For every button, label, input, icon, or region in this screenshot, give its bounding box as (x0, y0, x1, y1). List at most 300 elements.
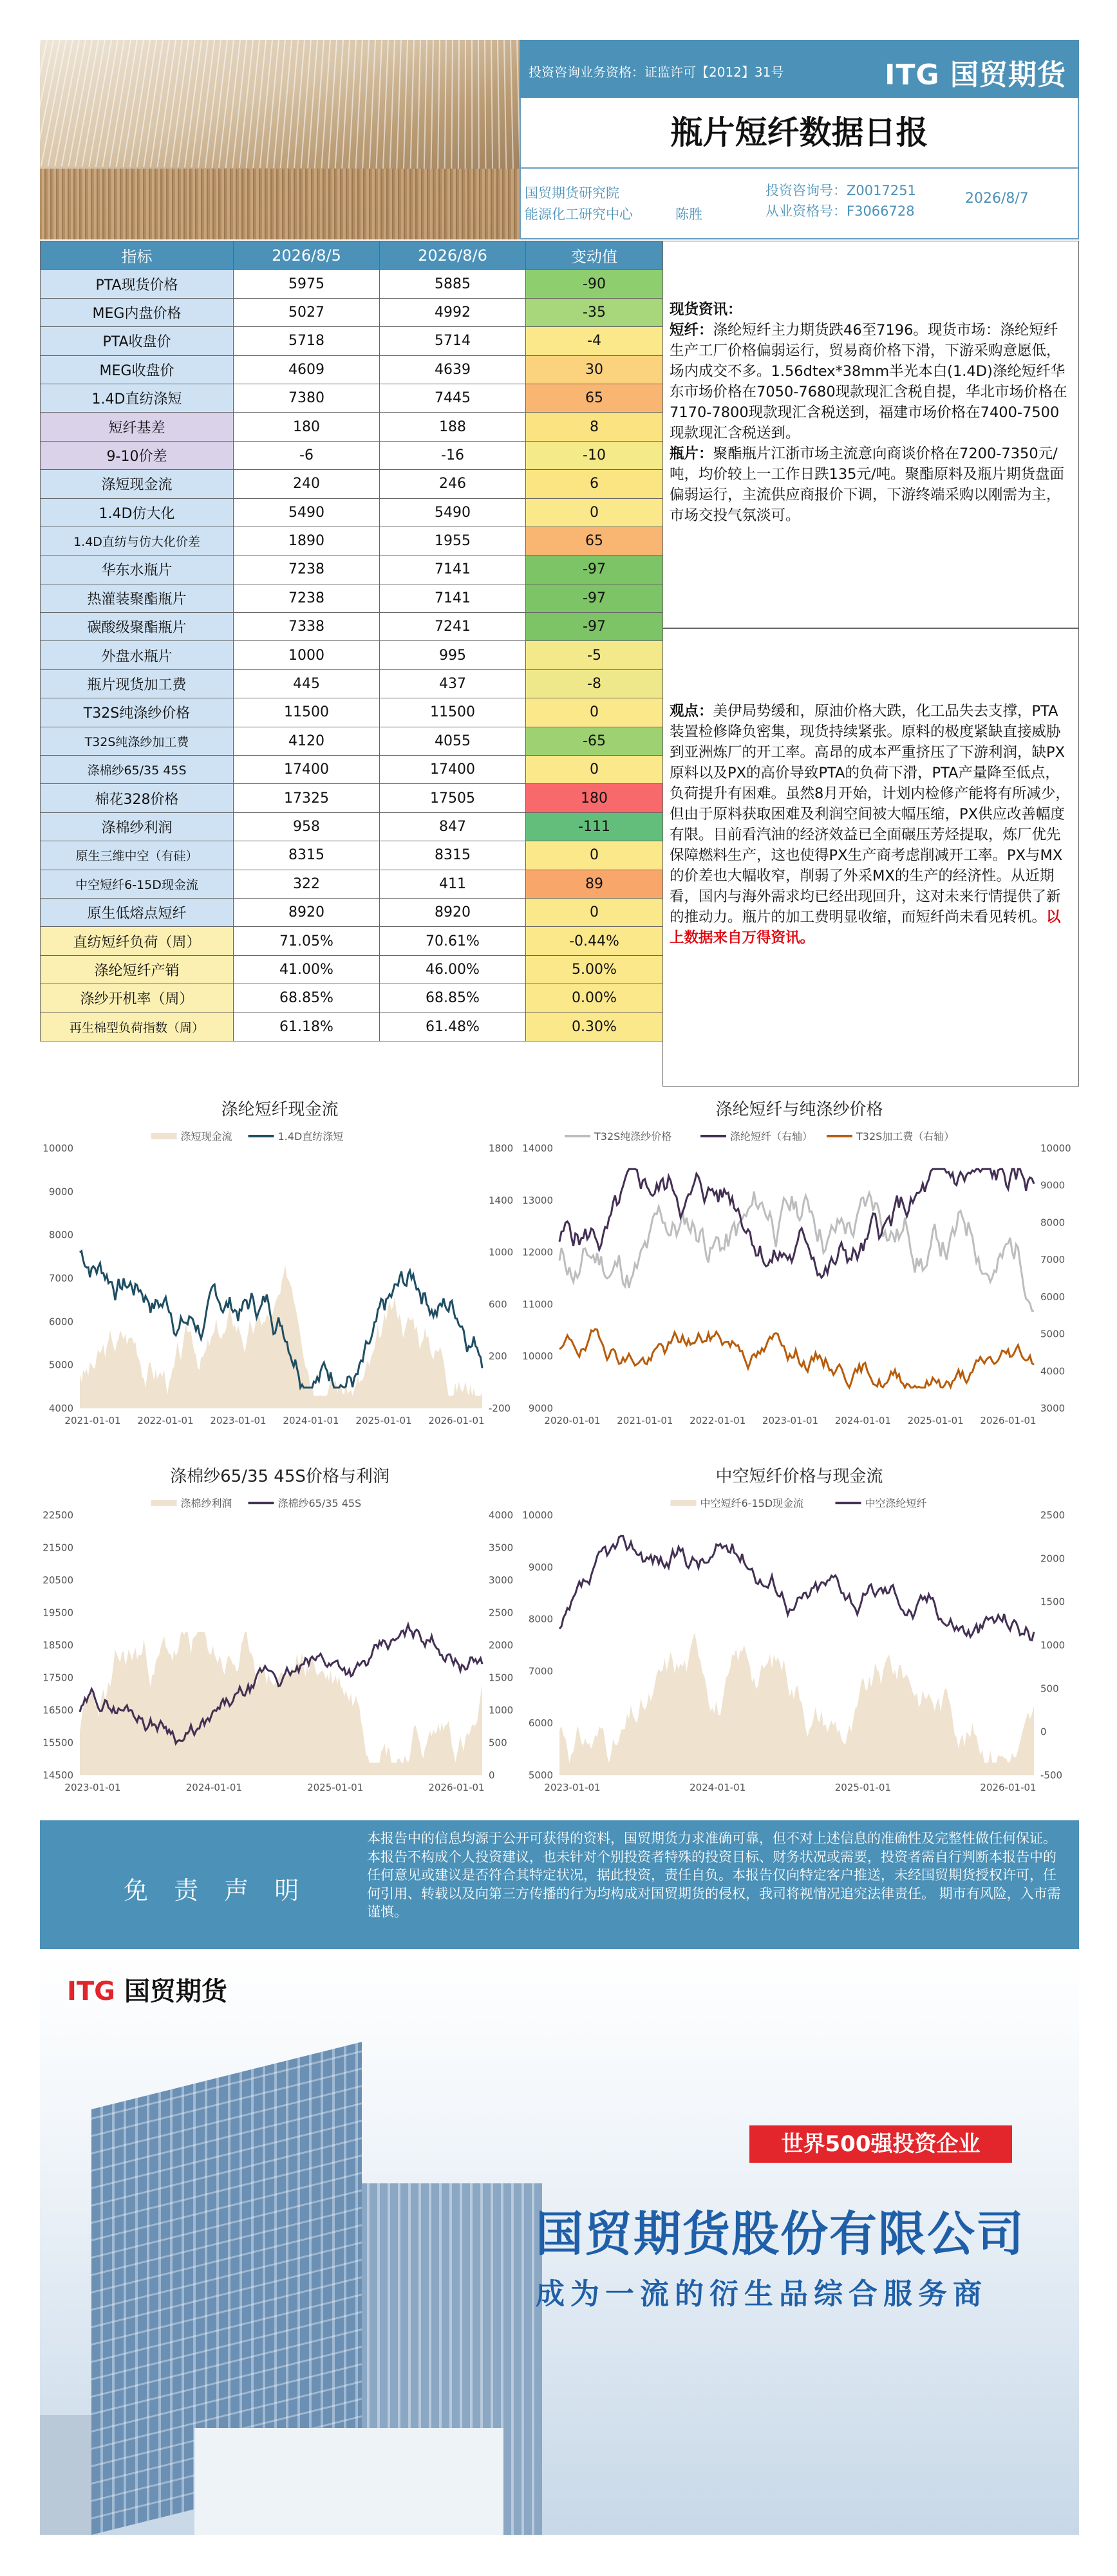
x-tick: 2025-01-01 (307, 1782, 364, 1793)
row-value-date1: 7380 (234, 384, 380, 412)
banner-logo (67, 1971, 227, 2008)
series-line (559, 1536, 1034, 1640)
table-row (41, 784, 663, 812)
loom-thread (280, 40, 292, 168)
view-text: 美伊局势缓和，原油价格大跌，化工品失去支撑，PTA装置检修降负密集，现货持续紧张。原料的极度紧缺直接威胁到亚洲炼厂的开工率。高昂的成本严重挤压了下游利润，缺PX原料以及PX的高价导致PTA的负荷下滑，PTA产量降至低点，负荷提升有困难。虽然8月开始，计划内检修产能将有所减少，但由于原料获取困难及利润空间被大幅压缩，PX供应改善幅度有限。目前看汽油的经济效益已全面碾压芳烃提取，炼厂优先保障燃料生产，这也使得PX生产商考虑削减开工率。PX与MX的价差也大幅收窄，削弱了外采MX的生产的经济性。从近期看，国内与海外需求均已经出现回升，这对未来行情提供了新的推动力。瓶片的加工费明显收缩，而短纤尚未看见转机。 (670, 703, 1070, 926)
loom-thread (451, 40, 453, 169)
row-name: 原生低熔点短纤 (41, 898, 234, 926)
y-tick-right: 10000 (1040, 1143, 1071, 1154)
building-left (40, 2415, 98, 2535)
row-name: 9-10价差 (41, 441, 234, 469)
x-tick: 2025-01-01 (355, 1415, 412, 1426)
x-tick: 2021-01-01 (617, 1415, 673, 1426)
row-value-date2: 5885 (380, 270, 526, 298)
disclaimer-text: 本报告中的信息均源于公开可获得的资料，国贸期货力求准确可靠，但不对上述信息的准确性及完整性做任何保证。本报告不构成个人投资建议，也未针对个别投资者特殊的投资目标、财务状况或需要，投资者需自行判断本报告中的任何意见或建议是否符合其特定状况，据此投资，责任自负。本报告仅向特定客户推送，未经国贸期货授权许可，任何引用、转载以及向第三方传播的行为均构成对国贸期货的侵权，我司将视情况追究法律责任。 期市有风险，入市需谨慎。 (367, 1831, 1061, 1919)
y-tick-right: 5000 (1040, 1328, 1065, 1340)
x-tick: 2023-01-01 (210, 1415, 267, 1426)
row-name: T32S纯涤纱价格 (41, 698, 234, 727)
y-tick-right: -500 (1040, 1769, 1063, 1781)
chart-blend-yarn (40, 1453, 520, 1820)
row-change: 0 (526, 898, 663, 926)
y-tick-left: 12000 (522, 1246, 553, 1258)
loom-thread (458, 40, 460, 169)
disclaimer-section (40, 1820, 1079, 1949)
view-box (662, 628, 1079, 1087)
table-row (41, 355, 663, 384)
table-row (41, 727, 663, 755)
row-value-date2: 437 (380, 669, 526, 698)
legend-label: 涤短现金流 (180, 1130, 232, 1143)
logo-itg: ITG (67, 1977, 115, 2006)
row-value-date2: 7141 (380, 555, 526, 584)
loom-thread (48, 40, 73, 166)
series-area (559, 1633, 1034, 1775)
y-tick-right: 0 (1040, 1726, 1047, 1738)
legend-swatch (671, 1500, 697, 1506)
x-tick: 2024-01-01 (283, 1415, 339, 1426)
row-change: 0.00% (526, 984, 663, 1013)
table-row (41, 1013, 663, 1041)
x-tick: 2024-01-01 (834, 1415, 891, 1426)
row-change: -97 (526, 555, 663, 584)
legend-swatch (565, 1135, 590, 1137)
y-tick-right: 6000 (1040, 1291, 1065, 1303)
y-tick-left: 5000 (528, 1769, 553, 1781)
row-name: 直纺短纤负荷（周） (41, 927, 234, 955)
y-tick-left: 10000 (42, 1143, 73, 1154)
x-tick: 2024-01-01 (690, 1782, 746, 1793)
chart-title: 涤纶短纤现金流 (221, 1100, 339, 1119)
loom-thread (375, 40, 382, 169)
loom-thread (239, 40, 254, 168)
row-change: 0 (526, 756, 663, 784)
y-tick-left: 9000 (48, 1186, 73, 1198)
y-tick-left: 17500 (42, 1672, 73, 1684)
y-tick-left: 11000 (522, 1298, 553, 1311)
row-change: -35 (526, 298, 663, 326)
table-row (41, 669, 663, 698)
row-name: 短纤基差 (41, 413, 234, 441)
row-value-date1: 71.05% (234, 927, 380, 955)
y-tick-right: 3500 (489, 1542, 514, 1554)
department-name: 能源化工研究中心 (525, 207, 633, 222)
table-row (41, 898, 663, 926)
x-tick: 2024-01-01 (185, 1782, 242, 1793)
loom-thread (252, 40, 267, 168)
row-change: -97 (526, 584, 663, 612)
y-tick-left: 14500 (42, 1769, 73, 1781)
y-tick-left: 10000 (522, 1509, 553, 1521)
legend-label: 1.4D直纺涤短 (277, 1130, 344, 1143)
row-name: 棉花328价格 (41, 784, 234, 812)
x-tick: 2025-01-01 (834, 1782, 891, 1793)
legend-swatch (249, 1135, 274, 1137)
row-value-date1: 8315 (234, 841, 380, 870)
x-tick: 2021-01-01 (64, 1415, 121, 1426)
y-tick-right: 1800 (489, 1143, 514, 1154)
legend-label: 涤纶短纤（右轴） (730, 1130, 813, 1143)
row-name: 涤棉纱65/35 45S (41, 756, 234, 784)
y-tick-right: 2500 (1040, 1509, 1065, 1521)
y-tick-left: 18500 (42, 1639, 73, 1651)
row-value-date1: 4120 (234, 727, 380, 755)
legend-swatch (827, 1135, 852, 1137)
row-name: 外盘水瓶片 (41, 641, 234, 669)
table-row (41, 327, 663, 355)
spot-fiber-label: 短纤： (670, 322, 713, 339)
row-value-date2: 1955 (380, 527, 526, 555)
row-value-date1: 958 (234, 812, 380, 841)
row-value-date2: 7141 (380, 584, 526, 612)
row-value-date2: 995 (380, 641, 526, 669)
row-change: 0 (526, 698, 663, 727)
row-value-date1: 17325 (234, 784, 380, 812)
row-change: 0 (526, 841, 663, 870)
table-row (41, 413, 663, 441)
x-tick: 2022-01-01 (690, 1415, 746, 1426)
loom-thread (246, 40, 260, 168)
row-change: -97 (526, 613, 663, 641)
row-value-date1: 61.18% (234, 1013, 380, 1041)
row-change: -111 (526, 812, 663, 841)
company-banner (40, 1952, 1079, 2535)
table-row (41, 298, 663, 326)
loom-thread (266, 40, 279, 168)
row-value-date2: 70.61% (380, 927, 526, 955)
table-row (41, 841, 663, 870)
x-tick: 2025-01-01 (907, 1415, 964, 1426)
table-row (41, 270, 663, 298)
report-date: 2026/8/7 (965, 191, 1029, 207)
row-change: 30 (526, 355, 663, 384)
series-area (80, 1265, 482, 1408)
row-change: -90 (526, 270, 663, 298)
indicator-table (40, 241, 663, 1041)
row-value-date2: 7241 (380, 613, 526, 641)
analyst-name: 陈胜 (675, 207, 702, 222)
loom-thread (355, 40, 363, 169)
loom-thread (510, 40, 514, 169)
chart-title: 涤棉纱65/35 45S价格与利润 (170, 1467, 390, 1486)
table-row (41, 555, 663, 584)
row-value-date2: 246 (380, 470, 526, 498)
legend-swatch (836, 1502, 861, 1504)
header-change: 变动值 (526, 241, 663, 270)
y-tick-right: 1400 (489, 1194, 514, 1206)
row-name: 瓶片现货加工费 (41, 669, 234, 698)
table-row (41, 984, 663, 1013)
y-tick-right: 4000 (489, 1509, 514, 1521)
table-row (41, 384, 663, 412)
row-value-date2: 68.85% (380, 984, 526, 1013)
table-header-row (41, 241, 663, 270)
row-value-date2: 46.00% (380, 955, 526, 984)
legend-label: 中空涤纶短纤 (865, 1497, 927, 1509)
y-tick-left: 5000 (48, 1359, 73, 1371)
spot-fiber-text: 涤纶短纤主力期货跌46至7196。现货市场：涤纶短纤生产工厂价格偏弱运行，贸易商价格下滑，下游采购意愿低，场内成交不多。1.56dtex*38mm半光本白(1.4D)涤纶短纤华东市场价格在7050-7680现款现汇含税自提，华北市场价格在7170-7800现款现汇含税送到，福建市场价格在7400-7500现款现汇含税送到。 (670, 322, 1067, 442)
loom-thread (410, 40, 415, 169)
series-area (80, 1632, 482, 1775)
row-name: 中空短纤6-15D现金流 (41, 870, 234, 898)
row-value-date2: 847 (380, 812, 526, 841)
row-value-date1: 7238 (234, 584, 380, 612)
chart-fiber-vs-yarn (520, 1087, 1079, 1453)
loom-thread (75, 40, 99, 167)
row-value-date2: 4992 (380, 298, 526, 326)
company-slogan: 成为一流的衍生品综合服务商 (536, 2277, 988, 2311)
row-change: -65 (526, 727, 663, 755)
y-tick-right: 500 (489, 1737, 507, 1749)
y-tick-right: 600 (489, 1298, 507, 1311)
y-tick-left: 6000 (528, 1717, 553, 1730)
y-tick-left: 14000 (522, 1143, 553, 1154)
y-tick-right: 7000 (1040, 1254, 1065, 1266)
chart-fiber-cashflow (40, 1087, 520, 1453)
x-tick: 2026-01-01 (428, 1415, 485, 1426)
row-change: 6 (526, 470, 663, 498)
loom-thread (424, 40, 427, 169)
y-tick-left: 22500 (42, 1509, 73, 1521)
y-tick-left: 21500 (42, 1542, 73, 1554)
loom-thread (382, 40, 389, 169)
row-change: 8 (526, 413, 663, 441)
brand-logo: ITG 国贸期货 (885, 59, 1066, 91)
series-line (559, 1191, 1034, 1311)
x-tick: 2023-01-01 (762, 1415, 819, 1426)
row-change: -5 (526, 641, 663, 669)
row-change: -4 (526, 327, 663, 355)
row-value-date1: 322 (234, 870, 380, 898)
row-name: 热灌装聚酯瓶片 (41, 584, 234, 612)
table-row (41, 870, 663, 898)
author-info (520, 169, 1079, 239)
y-tick-left: 4000 (48, 1403, 73, 1414)
y-tick-right: 1000 (489, 1246, 514, 1258)
table-row (41, 441, 663, 469)
row-value-date1: -6 (234, 441, 380, 469)
row-value-date1: 7338 (234, 613, 380, 641)
row-value-date2: 17400 (380, 756, 526, 784)
loom-thread (348, 40, 357, 169)
logo-cn: 国贸期货 (124, 1977, 227, 2006)
header-brand-bar (520, 40, 1079, 98)
row-value-date2: 8315 (380, 841, 526, 870)
row-value-date2: 4639 (380, 355, 526, 384)
y-tick-right: 3000 (1040, 1403, 1065, 1414)
loom-thread (54, 40, 80, 167)
row-value-date2: 11500 (380, 698, 526, 727)
table-row (41, 927, 663, 955)
table-row (41, 641, 663, 669)
row-name: 再生棉型负荷指数（周） (41, 1013, 234, 1041)
row-name: 华东水瓶片 (41, 555, 234, 584)
loom-thread (437, 40, 440, 169)
institute-name: 国贸期货研究院 (525, 185, 619, 201)
row-value-date2: 8920 (380, 898, 526, 926)
row-change: 5.00% (526, 955, 663, 984)
row-value-date2: 17505 (380, 784, 526, 812)
row-value-date2: 411 (380, 870, 526, 898)
row-change: 65 (526, 384, 663, 412)
report-header (40, 40, 1079, 239)
loom-thread (497, 40, 500, 169)
row-change: -8 (526, 669, 663, 698)
view-label: 观点： (670, 703, 713, 720)
row-name: PTA收盘价 (41, 327, 234, 355)
loom-thread (465, 40, 466, 169)
row-change: 180 (526, 784, 663, 812)
legend-label: T32S加工费（右轴） (856, 1130, 955, 1143)
y-tick-right: 1000 (489, 1704, 514, 1716)
y-tick-left: 13000 (522, 1194, 553, 1206)
chart-hollow-fiber (520, 1453, 1079, 1820)
y-tick-left: 15500 (42, 1737, 73, 1749)
y-tick-right: 1500 (1040, 1596, 1065, 1608)
loom-thread (430, 40, 434, 169)
row-name: 涤棉纱利润 (41, 812, 234, 841)
row-value-date1: 7238 (234, 555, 380, 584)
row-value-date2: 7445 (380, 384, 526, 412)
x-tick: 2022-01-01 (137, 1415, 194, 1426)
header-date-1: 2026/8/5 (234, 241, 380, 270)
chart-title: 涤纶短纤与纯涤纱价格 (715, 1100, 883, 1119)
y-tick-left: 7000 (528, 1665, 553, 1677)
y-tick-right: 0 (489, 1769, 495, 1781)
row-name: 涤纶短纤产销 (41, 955, 234, 984)
y-tick-left: 8000 (528, 1613, 553, 1625)
legend-swatch (700, 1135, 726, 1137)
row-name: 涤纱开机率（周） (41, 984, 234, 1013)
y-tick-left: 9000 (528, 1403, 553, 1414)
table-row (41, 955, 663, 984)
y-tick-right: 2500 (489, 1607, 514, 1619)
row-value-date1: 17400 (234, 756, 380, 784)
loom-thread (273, 40, 286, 168)
row-value-date1: 1890 (234, 527, 380, 555)
row-name: PTA现货价格 (41, 270, 234, 298)
legend-swatch (151, 1500, 177, 1506)
row-name: 1.4D仿大化 (41, 498, 234, 527)
row-value-date2: 188 (380, 413, 526, 441)
row-value-date1: 5718 (234, 327, 380, 355)
fortune500-badge: 世界500强投资企业 (749, 2125, 1012, 2163)
loom-thread (503, 40, 507, 169)
row-value-date1: 8920 (234, 898, 380, 926)
row-change: -10 (526, 441, 663, 469)
legend-swatch (249, 1502, 274, 1504)
x-tick: 2023-01-01 (64, 1782, 121, 1793)
y-tick-right: 4000 (1040, 1365, 1065, 1377)
row-change: 0 (526, 498, 663, 527)
row-value-date1: 41.00% (234, 955, 380, 984)
y-tick-right: 1000 (1040, 1639, 1065, 1651)
table-row (41, 527, 663, 555)
row-name: 1.4D直纺与仿大化价差 (41, 527, 234, 555)
y-tick-left: 8000 (48, 1229, 73, 1241)
x-tick: 2026-01-01 (980, 1782, 1037, 1793)
spot-heading: 现货资讯： (670, 301, 742, 318)
spot-bottle-label: 瓶片： (670, 445, 713, 462)
loom-thread (68, 40, 93, 167)
header-loom-photo (40, 40, 520, 239)
practice-number: 从业资格号：F3066728 (765, 203, 915, 219)
y-tick-left: 16500 (42, 1704, 73, 1716)
y-tick-left: 7000 (48, 1273, 73, 1284)
table-row (41, 698, 663, 727)
row-name: T32S纯涤纱加工费 (41, 727, 234, 755)
legend-swatch (151, 1133, 177, 1139)
table-row (41, 498, 663, 527)
header-date-2: 2026/8/6 (380, 241, 526, 270)
y-tick-right: 200 (489, 1350, 507, 1363)
legend-label: 涤棉纱65/35 45S (277, 1497, 362, 1509)
row-value-date1: 5975 (234, 270, 380, 298)
row-value-date2: 5714 (380, 327, 526, 355)
loom-thread (471, 40, 473, 169)
row-value-date2: 4055 (380, 727, 526, 755)
series-line (559, 1329, 1034, 1388)
report-title: 瓶片短纤数据日报 (520, 98, 1079, 169)
data-source-note: 以上数据来自万得资讯。 (670, 909, 1061, 946)
row-value-date2: -16 (380, 441, 526, 469)
y-tick-left: 9000 (528, 1561, 553, 1573)
loom-thread (444, 40, 447, 169)
table-row (41, 812, 663, 841)
y-tick-right: 3000 (489, 1574, 514, 1586)
legend-label: 中空短纤6-15D现金流 (700, 1497, 804, 1509)
table-row (41, 584, 663, 612)
header-indicator: 指标 (41, 241, 234, 270)
consult-number: 投资咨询号：Z0017251 (765, 183, 916, 198)
series-line (559, 1169, 1034, 1278)
y-tick-left: 10000 (522, 1350, 553, 1363)
row-value-date2: 61.48% (380, 1013, 526, 1041)
company-name: 国贸期货股份有限公司 (536, 2207, 1025, 2262)
y-tick-right: 500 (1040, 1683, 1059, 1695)
row-value-date1: 5027 (234, 298, 380, 326)
row-name: 碳酸级聚酯瓶片 (41, 613, 234, 641)
loom-thread (491, 40, 493, 169)
table-row (41, 470, 663, 498)
license-text: 投资咨询业务资格：证监许可【2012】31号 (529, 64, 784, 80)
row-value-date1: 5490 (234, 498, 380, 527)
x-tick: 2023-01-01 (544, 1782, 601, 1793)
loom-thread (484, 40, 486, 169)
y-tick-right: 1500 (489, 1672, 514, 1684)
row-value-date1: 1000 (234, 641, 380, 669)
y-tick-right: 2000 (489, 1639, 514, 1651)
x-tick: 2026-01-01 (428, 1782, 485, 1793)
x-tick: 2020-01-01 (544, 1415, 601, 1426)
row-value-date1: 4609 (234, 355, 380, 384)
loom-thread (82, 40, 106, 167)
loom-thread (417, 40, 421, 169)
y-tick-right: -200 (489, 1403, 511, 1414)
loom-thread (403, 40, 408, 169)
loom-thread (362, 40, 370, 169)
row-name: MEG内盘价格 (41, 298, 234, 326)
row-change: 65 (526, 527, 663, 555)
spot-news-box (662, 241, 1079, 628)
row-change: 89 (526, 870, 663, 898)
x-tick: 2026-01-01 (980, 1415, 1037, 1426)
loom-thread (41, 40, 67, 166)
row-value-date1: 445 (234, 669, 380, 698)
row-change: 0.30% (526, 1013, 663, 1041)
chart-title: 中空短纤价格与现金流 (715, 1467, 883, 1486)
row-name: 原生三维中空（有硅） (41, 841, 234, 870)
row-value-date1: 11500 (234, 698, 380, 727)
